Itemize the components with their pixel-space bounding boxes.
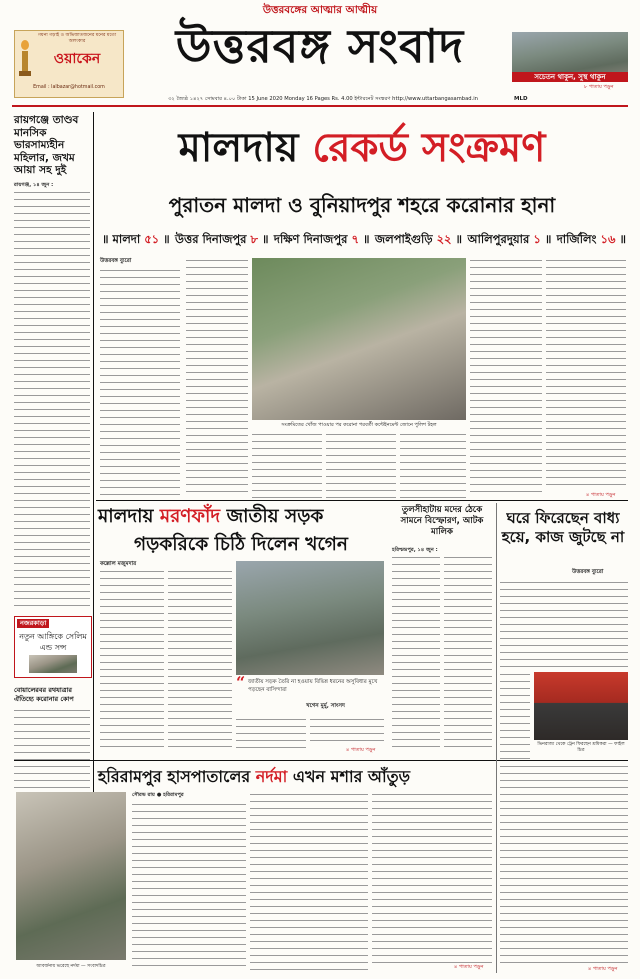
lead-col-1 bbox=[100, 268, 180, 498]
ghar-photo-caption: ভিনরাজ্য থেকে ট্রেন ফিরছেন শ্রমিকরা — ফাইল চিত্র bbox=[537, 742, 625, 753]
tusnisi-headline[interactable]: তুলসীহাটায় মদের ঠেকে সামনে বিস্ফোরণ, আটক মালিক bbox=[400, 505, 484, 537]
highway-headline-line2: গড়করিকে চিঠি দিলেন খগেন bbox=[134, 534, 348, 555]
teaser-caption: সচেতন থাকুন, সুস্থ থাকুন bbox=[512, 72, 628, 82]
highway-col-2 bbox=[168, 569, 232, 753]
ghar-continue-link[interactable]: ৪ পাতায় পড়ুন bbox=[588, 966, 618, 972]
tally-place: দার্জিলিং bbox=[556, 231, 597, 246]
left-box-text: নতুন আঙ্গিকে সেলিম এন্ড সন্স bbox=[19, 632, 87, 652]
lead-bottom-rule bbox=[96, 500, 628, 501]
lead-byline: উত্তরবঙ্গ ব্যুরো bbox=[100, 258, 132, 264]
highway-quote-text: জাতীয় সড়ক তৈরি না হওয়ায় বিভিন্ন ধরনের অসুবিধার মুখে পড়ছেন বাসিন্দারা bbox=[248, 679, 378, 693]
highway-col-4 bbox=[310, 717, 384, 747]
tally-item: আলিপুরদুয়ার ১ ॥ bbox=[467, 231, 552, 246]
highway-byline: কল্লোল মজুমদার bbox=[100, 561, 137, 567]
left-ad-top-text: গয়না গড়াই ও অভিজাতজনের মনের মতো অলংকার bbox=[37, 33, 117, 44]
lead-headline[interactable] bbox=[96, 122, 628, 174]
tusnisi-lead-in: হরিশ্চন্দ্রপুর, ১৪ জুন : bbox=[392, 547, 438, 553]
lead-photo-caption: সংক্রমিতের খোঁজ পাওয়ার পর করোনা পরবর্তী কন্টেইনমেন্ট জোনে পুলিশ টহল bbox=[281, 422, 437, 428]
lead-subhead: পুরাতন মালদা ও বুনিয়াদপুর শহরে করোনার হানা bbox=[168, 193, 556, 217]
section-rule bbox=[14, 760, 628, 761]
tally-count: ৫১ bbox=[144, 231, 160, 246]
tally-place: দক্ষিণ দিনাজপুর bbox=[273, 231, 348, 246]
hospital-headline-part2: এখন মশার আঁতুড় bbox=[292, 767, 411, 786]
right-teaser[interactable] bbox=[512, 32, 628, 96]
lead-col-3 bbox=[252, 432, 322, 498]
newspaper-title[interactable]: উত্তরবঙ্গ সংবাদ bbox=[175, 19, 465, 73]
left-bottom-headline[interactable]: বোয়ালেরবর রথযাত্রার ঐতিহ্যে করোনার কোপ bbox=[14, 686, 74, 703]
hospital-col-3 bbox=[372, 792, 492, 964]
ghar-col-left bbox=[500, 672, 530, 762]
lead-story bbox=[96, 112, 628, 504]
ghar-byline: উত্তরবঙ্গ ব্যুরো bbox=[572, 569, 604, 575]
highway-quote bbox=[236, 673, 384, 715]
highway-col-1 bbox=[100, 569, 164, 753]
highway-headline-part1: মালদায় bbox=[98, 506, 154, 527]
tusnisi-story bbox=[390, 503, 494, 758]
hospital-lead-in: সৌরভ রায় ● হরিরামপুর bbox=[132, 792, 184, 798]
ghar-col-bottom bbox=[500, 764, 628, 964]
teaser-link[interactable]: ৮ পাতায় পড়ুন bbox=[584, 84, 614, 90]
tusnisi-col-1 bbox=[392, 555, 440, 751]
tally-item: উত্তর দিনাজপুর ৮ ॥ bbox=[175, 231, 269, 246]
highway-headline[interactable] bbox=[98, 505, 386, 529]
lead-continue-link[interactable]: ৪ পাতায় পড়ুন bbox=[586, 492, 616, 498]
tally-place: আলিপুরদুয়ার bbox=[467, 231, 530, 246]
left-column-divider bbox=[93, 112, 94, 807]
tusnisi-col-2 bbox=[444, 555, 492, 751]
covid-tally-bar bbox=[102, 229, 626, 251]
hospital-photo bbox=[16, 792, 126, 960]
hospital-photo-caption: আবর্জনায় ভরেছে নর্দমা — সংবাদচিত্র bbox=[36, 964, 106, 969]
lead-col-4 bbox=[326, 432, 396, 498]
tally-item: ॥ মালদা ৫১ ॥ bbox=[102, 231, 170, 246]
ghar-photo bbox=[534, 672, 628, 740]
left-column bbox=[14, 112, 90, 807]
hospital-continue-link[interactable]: ৪ পাতায় পড়ুন bbox=[454, 964, 484, 970]
highway-story bbox=[96, 503, 386, 758]
edition-code: MLD bbox=[514, 96, 528, 102]
hospital-headline-part1: হরিরামপুর হাসপাতালের bbox=[97, 767, 251, 786]
dateline: ৩২ জ্যৈষ্ঠ ১৪২৭ সোমবার ৪.০০ টাকা 15 June 2020 Monday 16 Pages Rs. 4.00 ইন্টারনেট সংস্করণ http://www.uttarbangasambad.in bbox=[168, 96, 478, 102]
left-lead-in: রায়গঞ্জ, ১৪ জুন : bbox=[14, 182, 54, 188]
left-box-label: নজরকাড়া bbox=[17, 619, 49, 628]
tally-item: জলপাইগুড়ি ২২ ॥ bbox=[374, 231, 463, 246]
quote-icon: “ bbox=[236, 673, 246, 692]
masthead bbox=[0, 0, 640, 112]
tally-count: ৮ bbox=[250, 231, 258, 246]
left-headline[interactable]: রায়গঞ্জে তাণ্ডব মানসিক ভারসাম্যহীন মহিলার, জখম আয়া সহ দুই bbox=[14, 114, 79, 176]
lead-col-6 bbox=[470, 258, 542, 498]
hospital-col-1 bbox=[132, 802, 246, 970]
ghar-body-wide bbox=[500, 580, 628, 668]
hospital-story bbox=[14, 762, 494, 974]
lead-col-5 bbox=[400, 432, 466, 498]
masthead-rule bbox=[12, 105, 628, 107]
tally-item: দক্ষিণ দিনাজপুর ৭ ॥ bbox=[273, 231, 370, 246]
hospital-headline-red: নর্দমা bbox=[255, 767, 288, 786]
tally-place: উত্তর দিনাজপুর bbox=[175, 231, 247, 246]
lead-col-2 bbox=[186, 258, 248, 498]
tagline: উত্তরবঙ্গের আত্মার আত্মীয় bbox=[262, 4, 378, 16]
left-box[interactable] bbox=[14, 616, 92, 678]
hospital-headline[interactable] bbox=[14, 766, 494, 788]
highway-quote-author: খগেন মুর্মু, সাংসদ bbox=[306, 703, 345, 709]
left-ad-email: Email : lalbazar@hotmail.com bbox=[33, 85, 105, 90]
lead-headline-part2: রেকর্ড সংক্রমণ bbox=[312, 125, 546, 171]
vertical-divider-right bbox=[496, 503, 497, 973]
tally-item: দার্জিলিং ১৬ ॥ bbox=[556, 231, 626, 246]
tally-count: ৭ bbox=[351, 231, 359, 246]
highway-headline-red: মরণফাঁদ bbox=[159, 506, 221, 527]
left-ad[interactable] bbox=[14, 30, 124, 98]
tally-count: ১৬ bbox=[600, 231, 616, 246]
ghar-headline[interactable]: ঘরে ফিরেছেন বাধ্য হয়ে, কাজ জুটছে না bbox=[501, 509, 625, 546]
tally-count: ২২ bbox=[436, 231, 452, 246]
highway-col-3 bbox=[236, 717, 306, 753]
hospital-col-2 bbox=[250, 792, 368, 970]
lead-photo bbox=[252, 258, 466, 420]
lead-headline-part1: মালদায় bbox=[178, 125, 299, 171]
lamp-icon bbox=[18, 39, 32, 79]
tally-place: মালদা bbox=[112, 231, 141, 246]
highway-headline-part2: জাতীয় সড়ক bbox=[226, 506, 324, 527]
lead-col-7 bbox=[546, 258, 626, 490]
left-body-text bbox=[14, 190, 90, 610]
tally-place: জলপাইগুড়ি bbox=[374, 231, 433, 246]
left-box-photo bbox=[29, 655, 77, 673]
left-ad-brand: ওয়াকেন bbox=[53, 51, 101, 67]
highway-continue-link[interactable]: ৪ পাতায় পড়ুন bbox=[346, 747, 376, 753]
tally-count: ১ bbox=[533, 231, 541, 246]
highway-photo bbox=[236, 561, 384, 675]
